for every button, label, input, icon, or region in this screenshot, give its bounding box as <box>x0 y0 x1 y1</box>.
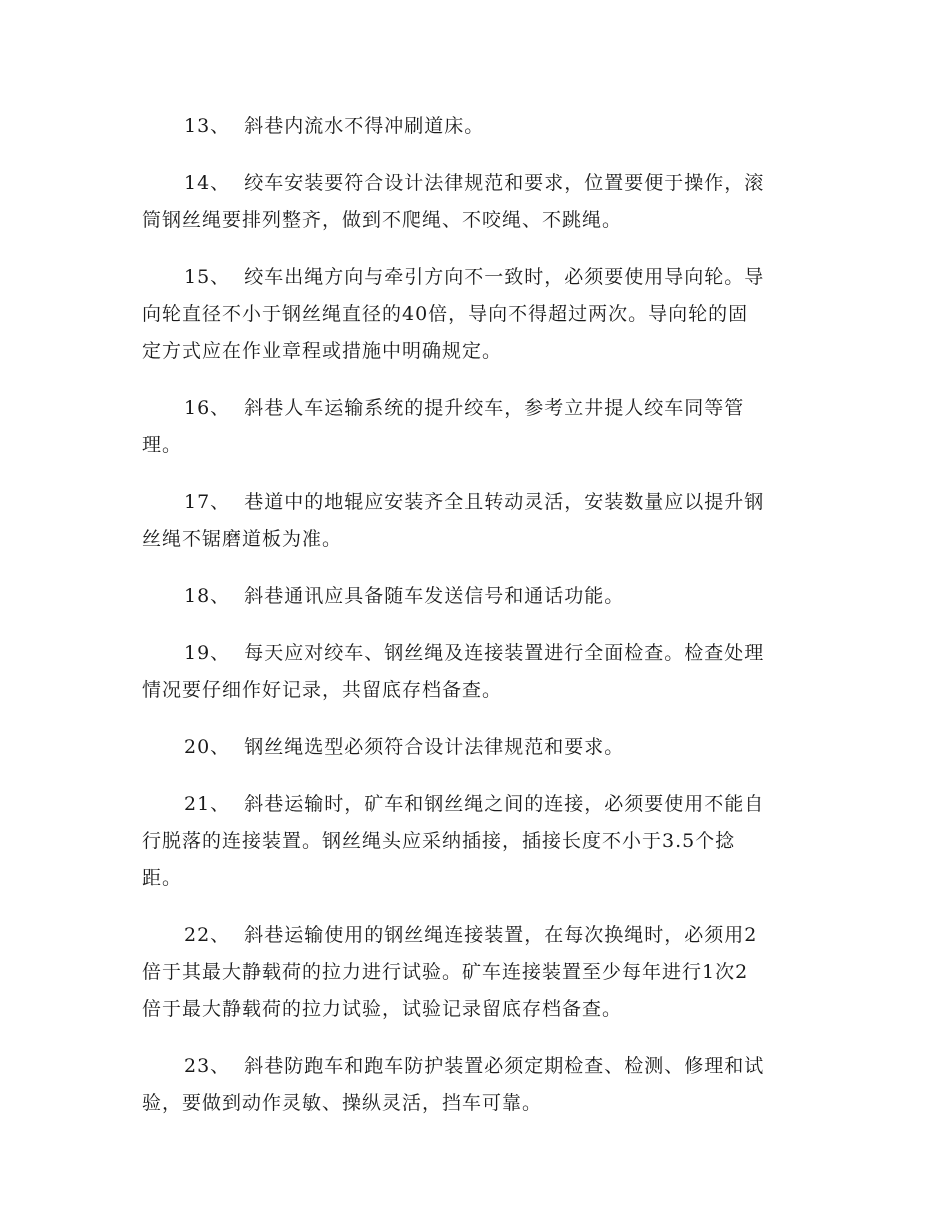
clause-text: 绞车安装要符合设计法律规范和要求，位置要便于操作，滚 <box>244 172 765 194</box>
paragraph-line: 定方式应在作业章程或措施中明确规定。 <box>142 340 503 362</box>
clause-paragraph <box>142 786 808 897</box>
clause-paragraph <box>142 390 808 464</box>
paragraph-line: 情况要仔细作好记录，共留底存档备查。 <box>142 679 503 701</box>
clause-text: 每天应对绞车、钢丝绳及连接装置进行全面检查。检查处理 <box>244 642 765 664</box>
paragraph-line <box>142 259 808 296</box>
clause-paragraph <box>142 1048 808 1122</box>
paragraph-line <box>142 1048 808 1085</box>
clause-number: 17、 <box>184 491 231 513</box>
clause-paragraph <box>142 729 808 766</box>
paragraph-line <box>142 917 808 954</box>
paragraph-line: 距。 <box>142 867 183 889</box>
clause-number: 19、 <box>184 642 231 664</box>
clause-number: 21、 <box>184 793 231 815</box>
clause-paragraph <box>142 484 808 558</box>
paragraph-line <box>142 786 808 823</box>
paragraph-line: 丝绳不锯磨道板为准。 <box>142 528 343 550</box>
paragraph-line <box>142 165 808 202</box>
clause-number: 16、 <box>184 397 231 419</box>
clause-number: 20、 <box>184 736 231 758</box>
clause-text: 斜巷运输时，矿车和钢丝绳之间的连接，必须要使用不能自 <box>244 793 765 815</box>
paragraph-line: 理。 <box>142 434 183 456</box>
paragraph-line: 倍于其最大静载荷的拉力进行试验。矿车连接装置至少每年进行1次2 <box>142 961 749 983</box>
paragraph-line: 倍于最大静载荷的拉力试验，试验记录留底存档备查。 <box>142 998 623 1020</box>
clause-text: 斜巷人车运输系统的提升绞车，参考立井提人绞车同等管 <box>244 397 745 419</box>
clause-text: 斜巷内流水不得冲刷道床。 <box>244 115 485 137</box>
clause-text: 巷道中的地辊应安装齐全且转动灵活，安装数量应以提升钢 <box>244 491 765 513</box>
paragraph-line <box>142 578 808 615</box>
paragraph-line <box>142 390 808 427</box>
clause-paragraph <box>142 578 808 615</box>
clause-number: 15、 <box>184 266 231 288</box>
document-body <box>142 108 808 1142</box>
paragraph-line <box>142 729 808 766</box>
clause-number: 22、 <box>184 924 231 946</box>
paragraph-line: 筒钢丝绳要排列整齐，做到不爬绳、不咬绳、不跳绳。 <box>142 209 623 231</box>
paragraph-line <box>142 484 808 521</box>
paragraph-line <box>142 635 808 672</box>
clause-number: 18、 <box>184 585 231 607</box>
paragraph-line: 验，要做到动作灵敏、操纵灵活，挡车可靠。 <box>142 1092 543 1114</box>
clause-paragraph <box>142 635 808 709</box>
clause-text: 钢丝绳选型必须符合设计法律规范和要求。 <box>244 736 625 758</box>
clause-number: 13、 <box>184 115 231 137</box>
clause-paragraph <box>142 917 808 1028</box>
clause-text: 斜巷运输使用的钢丝绳连接装置，在每次换绳时，必须用2 <box>244 924 758 946</box>
clause-paragraph <box>142 165 808 239</box>
clause-text: 绞车出绳方向与牵引方向不一致时，必须要使用导向轮。导 <box>244 266 765 288</box>
clause-text: 斜巷防跑车和跑车防护装置必须定期检查、检测、修理和试 <box>244 1055 765 1077</box>
clause-paragraph <box>142 259 808 370</box>
paragraph-line: 向轮直径不小于钢丝绳直径的40倍，导向不得超过两次。导向轮的固 <box>142 303 749 325</box>
clause-text: 斜巷通讯应具备随车发送信号和通话功能。 <box>244 585 625 607</box>
clause-number: 14、 <box>184 172 231 194</box>
clause-number: 23、 <box>184 1055 231 1077</box>
paragraph-line: 行脱落的连接装置。钢丝绳头应采纳插接，插接长度不小于3.5个捻 <box>142 830 736 852</box>
clause-paragraph <box>142 108 808 145</box>
paragraph-line <box>142 108 808 145</box>
